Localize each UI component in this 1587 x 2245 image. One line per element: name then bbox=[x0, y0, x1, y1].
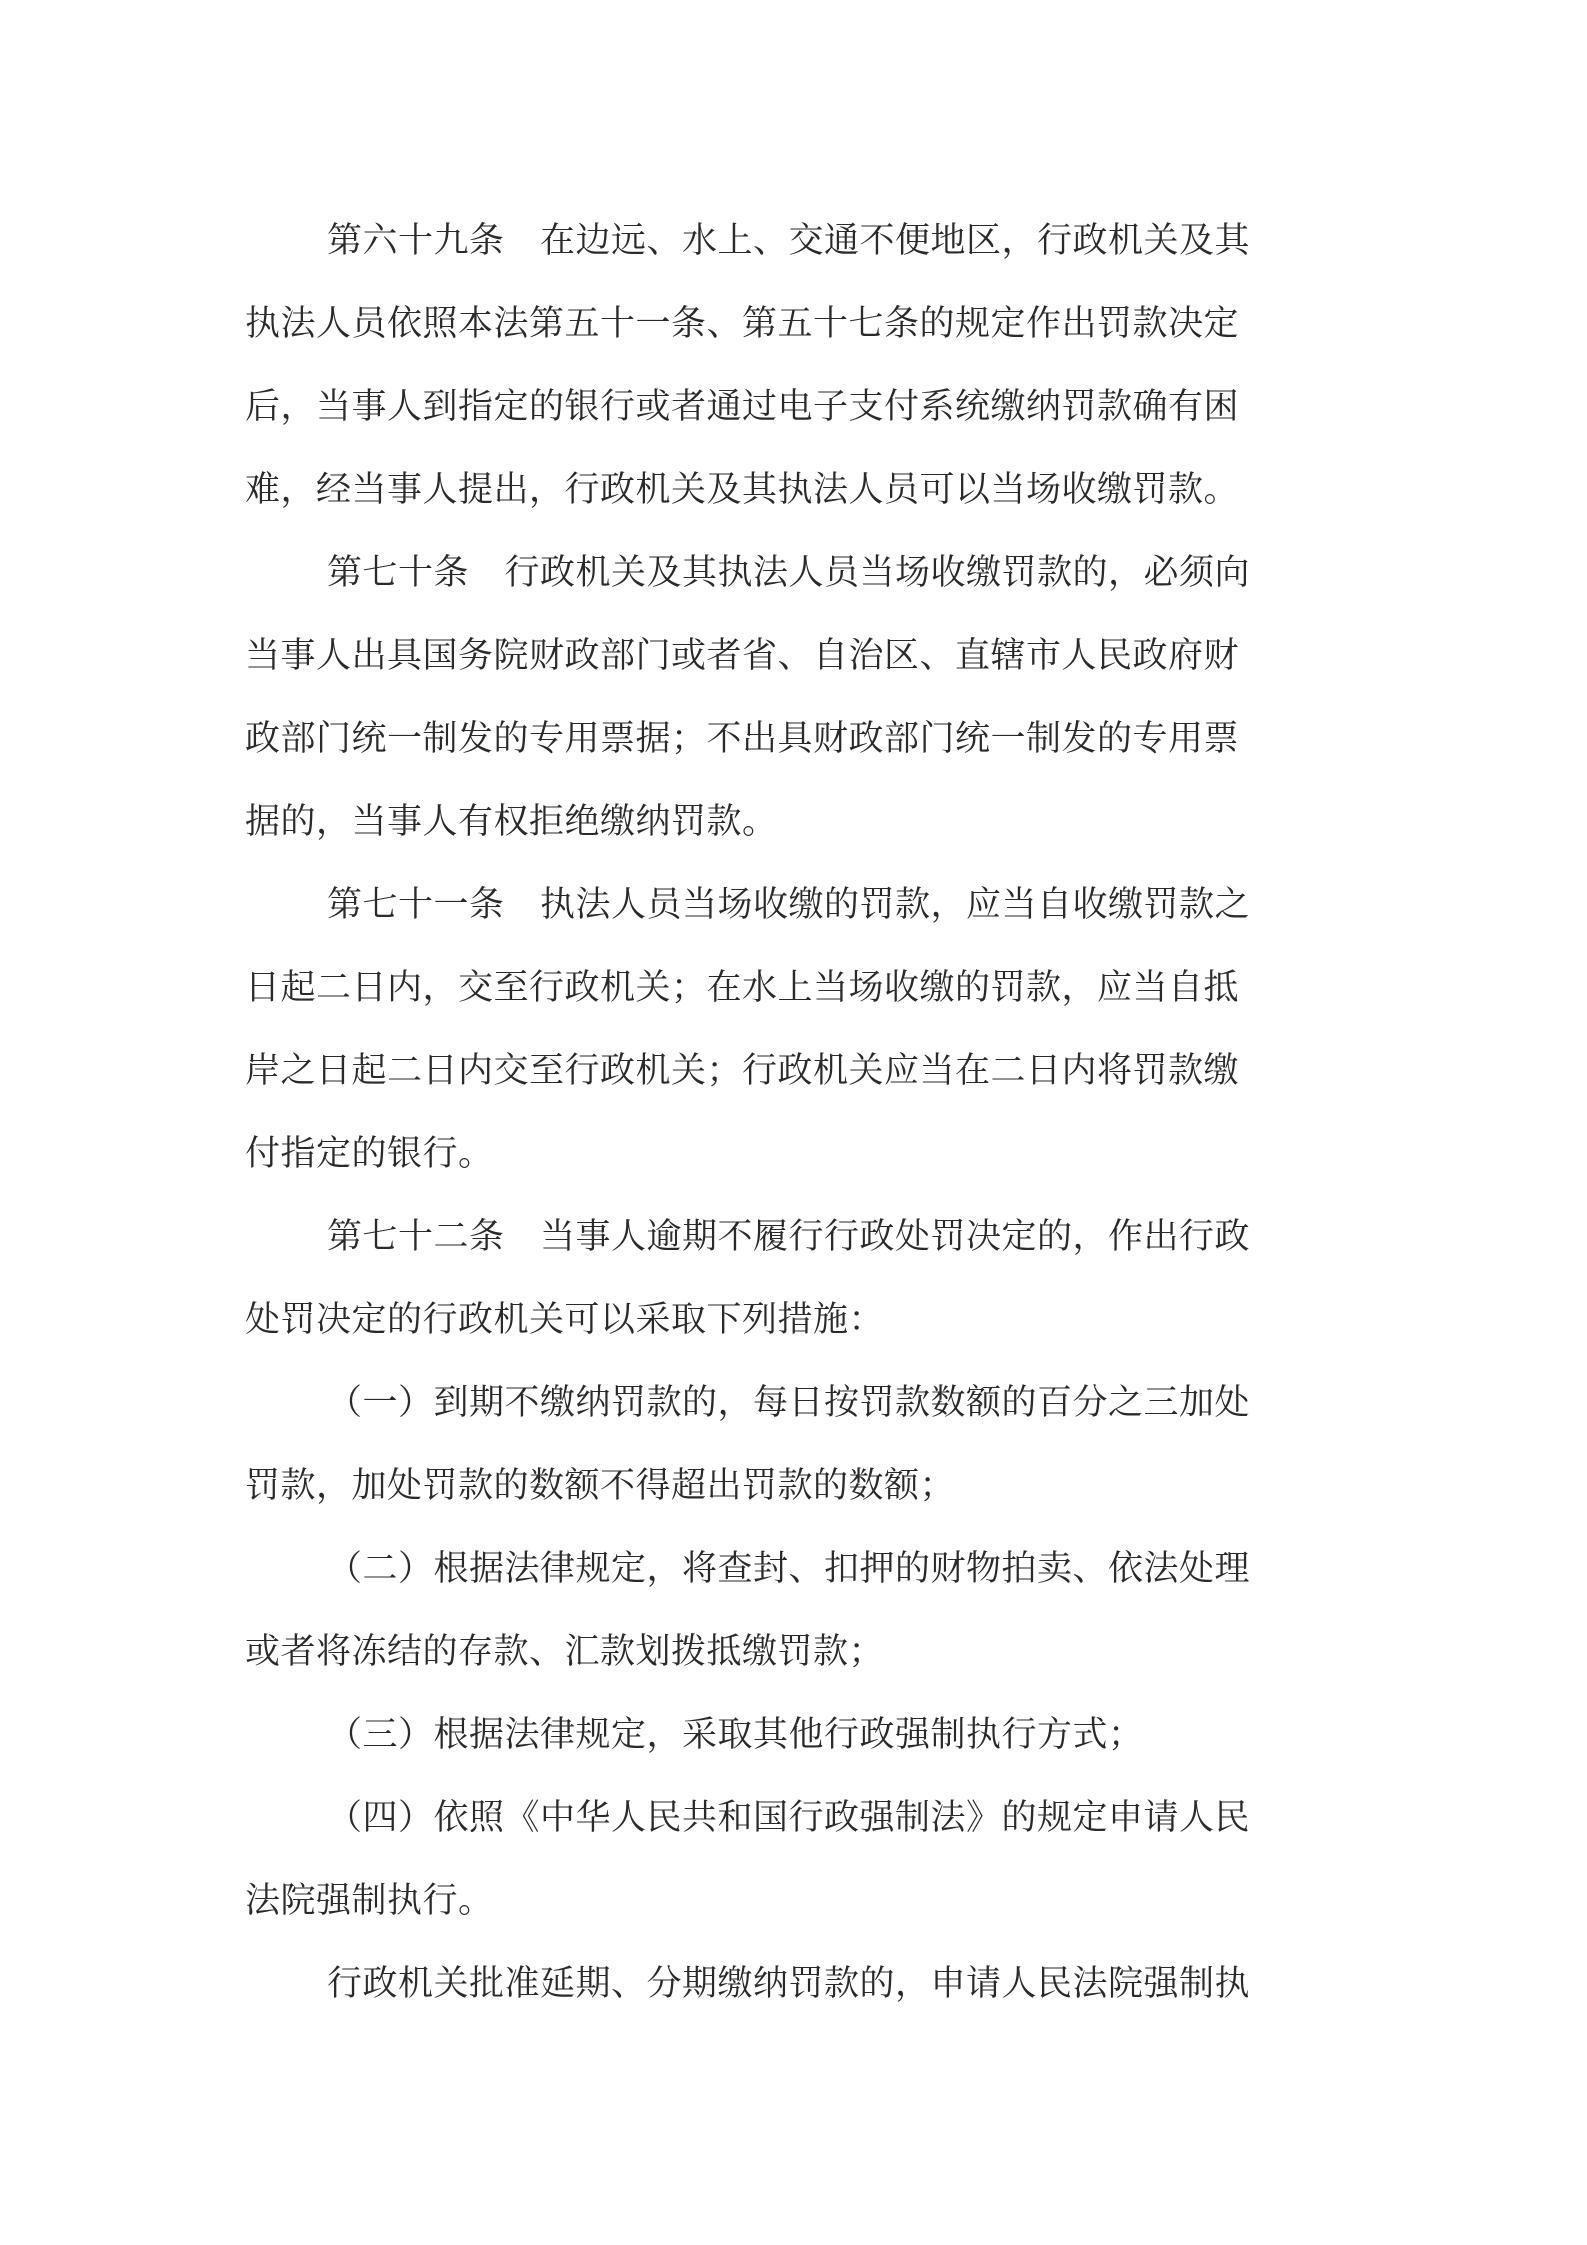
text-line: （四）依照《中华人民共和国行政强制法》的规定申请人民 bbox=[327, 1798, 1251, 1838]
text-line: 据的，当事人有权拒绝缴纳罚款。 bbox=[245, 802, 778, 842]
text-line: 岸之日起二日内交至行政机关；行政机关应当在二日内将罚款缴 bbox=[245, 1051, 1240, 1091]
text-line: 第七十二条 当事人逾期不履行行政处罚决定的，作出行政 bbox=[327, 1217, 1251, 1257]
text-line: 执法人员依照本法第五十一条、第五十七条的规定作出罚款决定 bbox=[245, 304, 1240, 344]
text-line: 付指定的银行。 bbox=[245, 1134, 494, 1174]
text-line: （二）根据法律规定，将查封、扣押的财物拍卖、依法处理 bbox=[327, 1549, 1251, 1589]
text-line: 政部门统一制发的专用票据；不出具财政部门统一制发的专用票 bbox=[245, 719, 1240, 759]
text-line: 日起二日内，交至行政机关；在水上当场收缴的罚款，应当自抵 bbox=[245, 968, 1240, 1008]
text-line: 第七十条 行政机关及其执法人员当场收缴罚款的，必须向 bbox=[327, 553, 1251, 593]
text-line: 第六十九条 在边远、水上、交通不便地区，行政机关及其 bbox=[327, 221, 1251, 261]
document-body bbox=[245, 200, 1355, 2026]
text-line: 后，当事人到指定的银行或者通过电子支付系统缴纳罚款确有困 bbox=[245, 387, 1240, 427]
text-line: 行政机关批准延期、分期缴纳罚款的，申请人民法院强制执 bbox=[327, 1964, 1251, 2004]
text-line: 第七十一条 执法人员当场收缴的罚款，应当自收缴罚款之 bbox=[327, 885, 1251, 925]
text-line: 罚款，加处罚款的数额不得超出罚款的数额； bbox=[245, 1466, 956, 1506]
text-line: 当事人出具国务院财政部门或者省、自治区、直辖市人民政府财 bbox=[245, 636, 1240, 676]
text-line: 处罚决定的行政机关可以采取下列措施： bbox=[245, 1300, 885, 1340]
text-line: 难，经当事人提出，行政机关及其执法人员可以当场收缴罚款。 bbox=[245, 470, 1240, 510]
text-line: （一）到期不缴纳罚款的，每日按罚款数额的百分之三加处 bbox=[327, 1383, 1251, 1423]
text-line: 法院强制执行。 bbox=[245, 1881, 494, 1921]
text-line: （三）根据法律规定，采取其他行政强制执行方式； bbox=[327, 1715, 1144, 1755]
text-line: 或者将冻结的存款、汇款划拨抵缴罚款； bbox=[245, 1632, 885, 1672]
